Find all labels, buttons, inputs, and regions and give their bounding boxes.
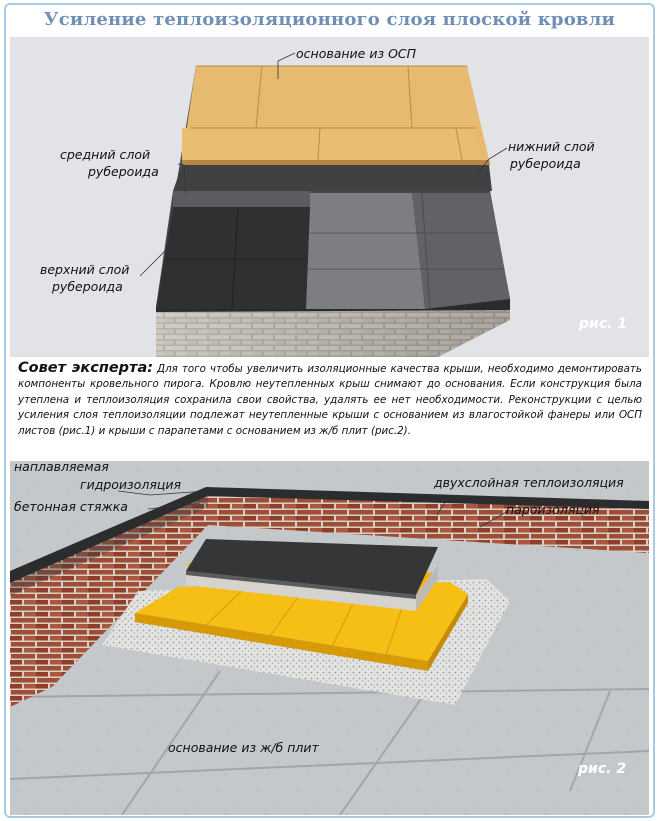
figure-2-caption: рис. 2 [578,761,627,777]
label-middle-layer-line1: средний слой [60,147,151,162]
label-double-insulation: двухслойная теплоизоляция [434,475,624,490]
label-slab-base: основание из ж/б плит [168,740,319,755]
advice-text: Для того чтобы увеличить изоляционные качества крыши, необходимо демонтировать компоненты кровельного пирога. Кровлю неутепленных крыш снимают до основания. Если конструкция была утеплена и теплоизоляция сохранила свои свойства, удалять ее нет необходимости. Реконструкции с целью усиления слоя теплоизоляции подлежат неутепленные крыши с основанием из влагостойкой фанеры или ОСП листов (рис.1) и крыши с парапетами с основанием из ж/б плит (рис.2). [18,363,642,437]
label-screed: бетонная стяжка [14,499,128,514]
label-top-layer-line2: рубероида [52,279,123,294]
figure-1-illustration [10,37,649,357]
light-roofing-sheet [306,193,425,309]
label-bottom-layer-line1: нижний слой [508,139,595,154]
label-middle-layer-line2: рубероида [88,164,159,179]
figure-2-panel [10,461,649,815]
label-fused-line1: наплавляемая [14,461,109,474]
page-title: Усиление теплоизоляционного слоя плоской кровли [43,9,616,30]
label-vapor-barrier: пароизоляция [506,502,600,517]
figure-1-caption: рис. 1 [579,316,628,332]
expert-advice [18,361,642,439]
label-top-layer-line1: верхний слой [40,262,130,277]
label-fused-line2: гидроизоляция [80,477,181,492]
figure-1-panel [10,37,649,357]
label-osb-base: основание из ОСП [296,46,417,61]
label-bottom-layer-line2: рубероида [510,156,581,171]
advice-heading: Совет эксперта: [18,360,154,376]
